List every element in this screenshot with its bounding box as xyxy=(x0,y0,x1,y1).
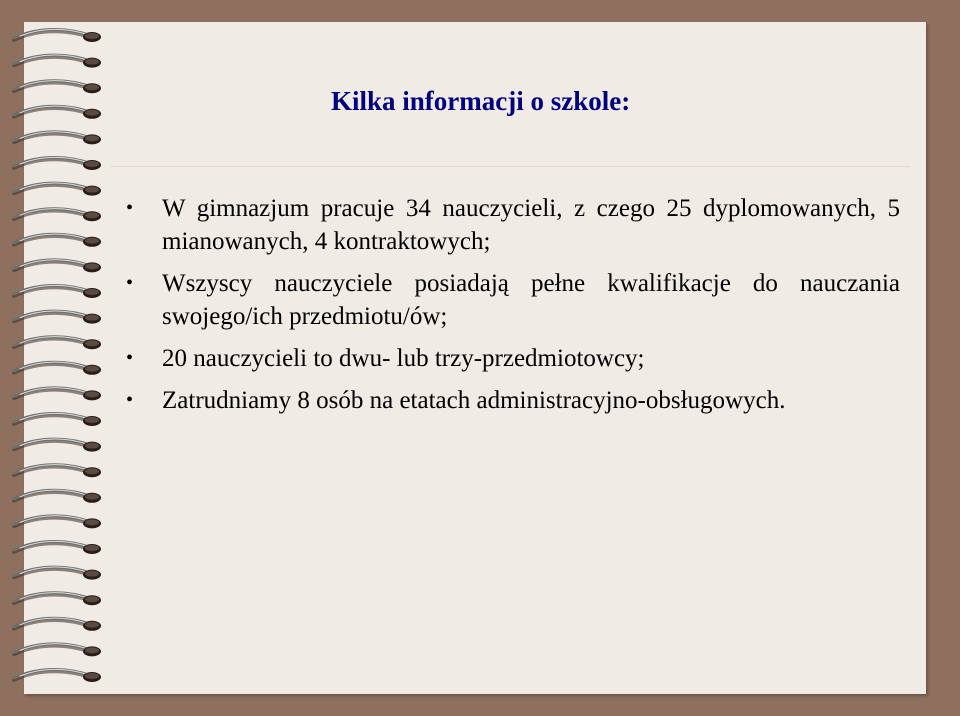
list-item xyxy=(120,342,900,375)
spiral-loop xyxy=(14,490,101,503)
spiral-loop xyxy=(14,106,101,119)
list-item xyxy=(120,384,900,417)
list-item xyxy=(120,192,900,258)
bullet-icon: • xyxy=(126,197,134,219)
bullet-icon: • xyxy=(126,389,134,411)
spiral-loop xyxy=(14,439,101,452)
spiral-loop xyxy=(14,465,101,478)
spiral-loop xyxy=(14,209,101,222)
spiral-loop xyxy=(14,311,101,324)
spiral-loop xyxy=(14,644,101,657)
list-item-text: Wszyscy nauczyciele posiadają pełne kwalifikacje do nauczania swojego/ich przedmiotu/ów; xyxy=(162,270,900,330)
spiral-loop xyxy=(14,183,101,196)
slide-title: Kilka informacji o szkole: xyxy=(331,86,631,116)
bullet-icon: • xyxy=(126,272,134,294)
spiral-loop xyxy=(14,362,101,375)
spiral-loop xyxy=(14,413,101,426)
spiral-loop xyxy=(14,618,101,631)
spiral-binding xyxy=(0,22,110,694)
spiral-loop xyxy=(14,55,101,68)
spiral-loop xyxy=(14,541,101,554)
list-item-text: Zatrudniamy 8 osób na etatach administracyjno-obsługowych. xyxy=(162,387,786,414)
spiral-loop xyxy=(14,29,101,42)
bullet-icon: • xyxy=(126,347,134,369)
bullet-list xyxy=(120,192,900,426)
spiral-loop xyxy=(14,567,101,580)
spiral-loop xyxy=(14,81,101,94)
spiral-loop xyxy=(14,669,101,682)
spiral-loop xyxy=(14,234,101,247)
spiral-loop xyxy=(14,132,101,145)
list-item-text: W gimnazjum pracuje 34 nauczycieli, z czego 25 dyplomowanych, 5 mianowanych, 4 kontraktowych; xyxy=(162,195,900,255)
spiral-loop xyxy=(14,157,101,170)
spiral-loop xyxy=(14,337,101,350)
spiral-loop xyxy=(14,516,101,529)
spiral-loop xyxy=(14,388,101,401)
title-divider xyxy=(110,166,910,167)
spiral-loop xyxy=(14,285,101,298)
list-item-text: 20 nauczycieli to dwu- lub trzy-przedmiotowcy; xyxy=(162,345,645,372)
spiral-loop xyxy=(14,593,101,606)
spiral-loop xyxy=(14,260,101,273)
list-item xyxy=(120,267,900,333)
